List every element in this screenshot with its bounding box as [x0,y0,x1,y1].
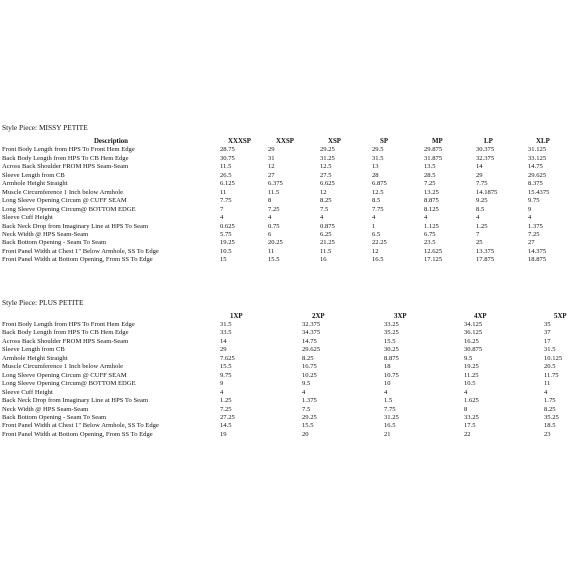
measurement-description: Long Sleeve Opening Circum@ BOTTOM EDGE [2,380,136,388]
measurement-value: 14.75 [528,163,543,171]
measurement-value: 34.375 [302,329,321,337]
measurement-value: 4 [372,214,376,222]
measurement-value: 8.25 [544,405,556,413]
measurement-value: 1.75 [544,397,556,405]
measurement-value: 35.25 [384,329,399,337]
missy-petite-spec-table [2,138,578,265]
measurement-value: 27 [268,171,275,179]
missy-table-body [2,146,578,264]
measurement-value: 31.5 [544,346,556,354]
measurement-value: 9.75 [528,197,540,205]
measurement-value: 30.25 [384,346,399,354]
measurement-value: 12 [372,247,379,255]
measurement-value: 14 [476,163,483,171]
measurement-value: 15.5 [384,337,396,345]
measurement-value: 10.125 [544,354,563,362]
measurement-value: 20.5 [544,363,556,371]
measurement-value: 26.5 [220,171,232,179]
missy-header-row [2,138,578,146]
measurement-value: 8.875 [424,197,439,205]
measurement-description: Neck Width @ HPS Seam-Seam [2,230,89,238]
measurement-value: 21.25 [320,239,335,247]
table-row [2,422,576,430]
measurement-value: 31.125 [528,146,547,154]
measurement-value: 8.25 [302,354,314,362]
measurement-value: 32.375 [476,154,495,162]
table-row [2,206,578,214]
measurement-value: 7.75 [384,405,396,413]
measurement-value: 31.5 [220,321,232,328]
measurement-value: 15.5 [268,256,280,264]
measurement-value: 11 [544,380,551,388]
measurement-value: 12.625 [424,247,443,255]
measurement-value: 22 [464,430,471,438]
measurement-value: 32.375 [302,321,321,328]
measurement-value: 31.25 [384,413,399,421]
measurement-value: 0.625 [220,222,235,230]
measurement-description: Back Body Length from HPS To CB Hem Edge [2,154,129,162]
measurement-value: 33.5 [220,329,232,337]
measurement-value: 9 [528,205,532,213]
measurement-value: 15.5 [302,422,314,430]
measurement-description: Back Neck Drop from Imaginary Line at HPS To Seam [2,222,149,230]
measurement-value: 37 [544,329,551,337]
column-header-mp: MP [432,138,443,145]
measurement-value: 1.375 [528,222,543,230]
measurement-description: Back Neck Drop from Imaginary Line at HPS To Seam [2,397,149,405]
measurement-description: Sleeve Cuff Height [2,214,53,222]
measurement-value: 27 [528,239,535,247]
measurement-value: 1.25 [476,222,488,230]
measurement-value: 4 [320,214,324,222]
measurement-value: 28.75 [220,146,235,154]
measurement-value: 4 [268,214,272,222]
measurement-value: 15.4375 [528,188,550,196]
measurement-value: 7.25 [220,405,232,413]
measurement-value: 11.75 [544,371,559,379]
measurement-description: Long Sleeve Opening Circum@ BOTTOM EDGE [2,205,136,213]
measurement-value: 1.375 [302,397,317,405]
table-row [2,163,578,171]
measurement-value: 29.25 [302,413,317,421]
table-row [2,380,576,388]
measurement-value: 8.5 [372,197,381,205]
column-header-xsp: XSP [328,138,342,145]
measurement-value: 11.25 [464,371,479,379]
measurement-value: 20.25 [268,239,283,247]
table-row [2,372,576,380]
measurement-value: 29.5 [372,146,384,154]
measurement-value: 10.25 [302,371,317,379]
measurement-value: 17.125 [424,256,443,264]
measurement-value: 16 [320,256,327,264]
measurement-value: 4 [384,388,388,396]
measurement-description: Back Bottom Opening - Seam To Seam [2,239,107,247]
measurement-value: 27.5 [320,171,332,179]
measurement-value: 29.25 [320,146,335,154]
measurement-value: 23 [544,430,551,438]
measurement-value: 5.75 [220,230,232,238]
measurement-value: 7.75 [372,205,384,213]
table-row [2,172,578,180]
measurement-value: 36.125 [464,329,483,337]
measurement-value: 14.5 [220,422,232,430]
measurement-value: 11.5 [320,247,332,255]
measurement-value: 6.125 [220,180,235,188]
measurement-value: 35 [544,321,551,328]
measurement-value: 29 [268,146,275,154]
measurement-value: 17.5 [464,422,476,430]
table-row [2,431,576,439]
measurement-value: 4 [544,388,548,396]
measurement-value: 7.75 [220,197,232,205]
measurement-description: Across Back Shoulder FROM HPS Seam-Seam [2,163,129,171]
column-header-4xp: 4XP [474,313,487,320]
table-row [2,397,576,405]
measurement-value: 19.25 [220,239,235,247]
measurement-value: 7.75 [476,180,488,188]
measurement-value: 7 [220,205,224,213]
measurement-value: 1.625 [464,397,479,405]
table-row [2,248,578,256]
measurement-value: 33.25 [384,321,399,328]
measurement-value: 7.5 [302,405,311,413]
measurement-value: 30.75 [220,154,235,162]
measurement-value: 11 [268,247,275,255]
measurement-value: 14 [220,337,227,345]
column-header-2xp: 2XP [312,313,325,320]
measurement-value: 0.875 [320,222,335,230]
measurement-value: 8.375 [528,180,543,188]
measurement-value: 7.5 [320,205,329,213]
measurement-value: 27.25 [220,413,235,421]
measurement-value: 13.375 [476,247,495,255]
measurement-value: 9.5 [302,380,311,388]
table-row [2,338,576,346]
measurement-value: 1.5 [384,397,393,405]
measurement-value: 15 [220,256,227,264]
measurement-value: 4 [220,214,224,222]
measurement-value: 31.875 [424,154,443,162]
measurement-value: 29.625 [528,171,547,179]
table-row [2,197,578,205]
measurement-value: 31.25 [320,154,335,162]
measurement-value: 25 [476,239,483,247]
measurement-value: 10 [384,380,391,388]
measurement-value: 0.75 [268,222,280,230]
table-row [2,363,576,371]
measurement-value: 28.5 [424,171,436,179]
measurement-description: Armhole Height Straight [2,180,68,188]
measurement-value: 19.25 [464,363,479,371]
measurement-description: Back Body Length from HPS To CB Hem Edge [2,329,129,337]
column-header-xxsp: XXSP [276,138,294,145]
measurement-value: 12 [320,188,327,196]
measurement-value: 31 [268,154,275,162]
column-header-description [2,313,220,321]
measurement-value: 4 [476,214,480,222]
measurement-value: 14.75 [302,337,317,345]
plus-table-body [2,321,576,439]
measurement-value: 19 [220,430,227,438]
measurement-value: 1 [372,222,376,230]
measurement-value: 31.5 [372,154,384,162]
table-row [2,406,576,414]
measurement-value: 6.875 [372,180,387,188]
measurement-value: 11.5 [268,188,280,196]
table-row [2,346,576,354]
measurement-value: 14.1875 [476,188,498,196]
measurement-value: 1.25 [220,397,232,405]
measurement-value: 20 [302,430,309,438]
table-row [2,231,578,239]
measurement-value: 7.25 [268,205,280,213]
measurement-value: 11 [220,188,227,196]
measurement-description: Front Panel Width at Chest 1" Below Armhole, SS To Edge [2,247,159,255]
measurement-description: Muscle Circumference 1 Inch below Armhole [2,363,124,371]
measurement-value: 9.5 [464,354,473,362]
measurement-description: Long Sleeve Opening Circum @ CUFF SEAM [2,197,127,205]
measurement-description: Sleeve Cuff Height [2,388,53,396]
measurement-value: 17 [544,337,551,345]
measurement-value: 8 [464,405,468,413]
measurement-description: Back Bottom Opening - Seam To Seam [2,413,107,421]
measurement-value: 7 [476,230,480,238]
column-header-lp: LP [484,138,493,145]
measurement-value: 16.25 [464,337,479,345]
column-header-xxxsp: XXXSP [228,138,251,145]
table-row [2,146,578,154]
measurement-value: 22.25 [372,239,387,247]
measurement-value: 33.25 [464,413,479,421]
measurement-value: 8.25 [320,197,332,205]
measurement-value: 8.125 [424,205,439,213]
measurement-value: 1.125 [424,222,439,230]
measurement-description: Sleeve Length from CB [2,171,65,179]
measurement-value: 11.5 [220,163,232,171]
table-row [2,189,578,197]
measurement-value: 10.75 [384,371,399,379]
measurement-value: 10.5 [220,247,232,255]
measurement-value: 30.875 [464,346,483,354]
measurement-value: 16.75 [302,363,317,371]
measurement-description: Across Back Shoulder FROM HPS Seam-Seam [2,337,129,345]
measurement-value: 30.375 [476,146,495,154]
table-row [2,155,578,163]
table-row [2,389,576,397]
plus-header-row [2,313,576,321]
measurement-value: 4 [220,388,224,396]
measurement-value: 34.125 [464,321,483,328]
measurement-value: 6.625 [320,180,335,188]
measurement-value: 29.625 [302,346,321,354]
measurement-value: 8 [268,197,272,205]
column-header-description: Description [93,138,129,145]
table-row [2,214,578,222]
measurement-value: 13.25 [424,188,439,196]
column-header-1xp: 1XP [230,313,243,320]
measurement-value: 13 [372,163,379,171]
table-row [2,239,578,247]
measurement-value: 7.25 [528,230,540,238]
measurement-value: 6 [268,230,272,238]
measurement-description: Front Panel Width at Chest 1" Below Armhole, SS To Edge [2,422,159,430]
measurement-description: Front Body Length from HPS To Front Hem Edge [2,146,135,154]
measurement-value: 4 [424,214,428,222]
table-row [2,256,578,264]
column-header-5xp: 5XP [554,313,567,320]
measurement-value: 18 [384,363,391,371]
table-row [2,321,576,329]
measurement-value: 6.75 [424,230,436,238]
table-row [2,414,576,422]
measurement-value: 23.5 [424,239,436,247]
measurement-value: 12 [268,163,275,171]
plus-petite-spec-table [2,313,576,439]
measurement-value: 12.5 [372,188,384,196]
measurement-value: 6.25 [320,230,332,238]
measurement-value: 9.75 [220,371,232,379]
column-header-xlp: XLP [536,138,550,145]
measurement-value: 29 [476,171,483,179]
column-header-sp: SP [380,138,389,145]
table-row [2,180,578,188]
measurement-description: Front Panel Width at Bottom Opening, From SS To Edge [2,430,153,438]
plus-petite-style-label: Style Piece: PLUS PETITE [2,298,84,307]
measurement-description: Front Panel Width at Bottom Opening, From SS To Edge [2,256,153,264]
measurement-value: 16.5 [372,256,384,264]
measurement-value: 17.875 [476,256,495,264]
measurement-value: 10.5 [464,380,476,388]
measurement-value: 9 [220,380,224,388]
column-header-3xp: 3XP [394,313,407,320]
measurement-value: 33.125 [528,154,547,162]
measurement-value: 4 [528,214,532,222]
measurement-value: 6.375 [268,180,283,188]
measurement-value: 21 [384,430,391,438]
measurement-description: Neck Width @ HPS Seam-Seam [2,405,89,413]
measurement-description: Muscle Circumference 1 Inch below Armhole [2,188,124,196]
measurement-value: 4 [464,388,468,396]
measurement-value: 28 [372,171,379,179]
measurement-value: 29 [220,346,227,354]
measurement-value: 7.625 [220,354,235,362]
measurement-value: 12.5 [320,163,332,171]
measurement-value: 4 [302,388,306,396]
measurement-value: 8.875 [384,354,399,362]
measurement-value: 15.5 [220,363,232,371]
measurement-value: 18.875 [528,256,547,264]
table-row [2,329,576,337]
table-row [2,355,576,363]
measurement-description: Sleeve Length from CB [2,346,65,354]
measurement-value: 9.25 [476,197,488,205]
measurement-value: 18.5 [544,422,556,430]
measurement-description: Front Body Length from HPS To Front Hem Edge [2,321,135,328]
measurement-value: 8.5 [476,205,485,213]
measurement-value: 7.25 [424,180,436,188]
measurement-description: Armhole Height Straight [2,354,68,362]
missy-petite-style-label: Style Piece: MISSY PETITE [2,123,88,132]
measurement-description: Long Sleeve Opening Circum @ CUFF SEAM [2,371,127,379]
table-row [2,223,578,231]
measurement-value: 16.5 [384,422,396,430]
measurement-value: 6.5 [372,230,381,238]
measurement-value: 13.5 [424,163,436,171]
measurement-value: 14.375 [528,247,547,255]
measurement-value: 35.25 [544,413,559,421]
measurement-value: 29.875 [424,146,443,154]
